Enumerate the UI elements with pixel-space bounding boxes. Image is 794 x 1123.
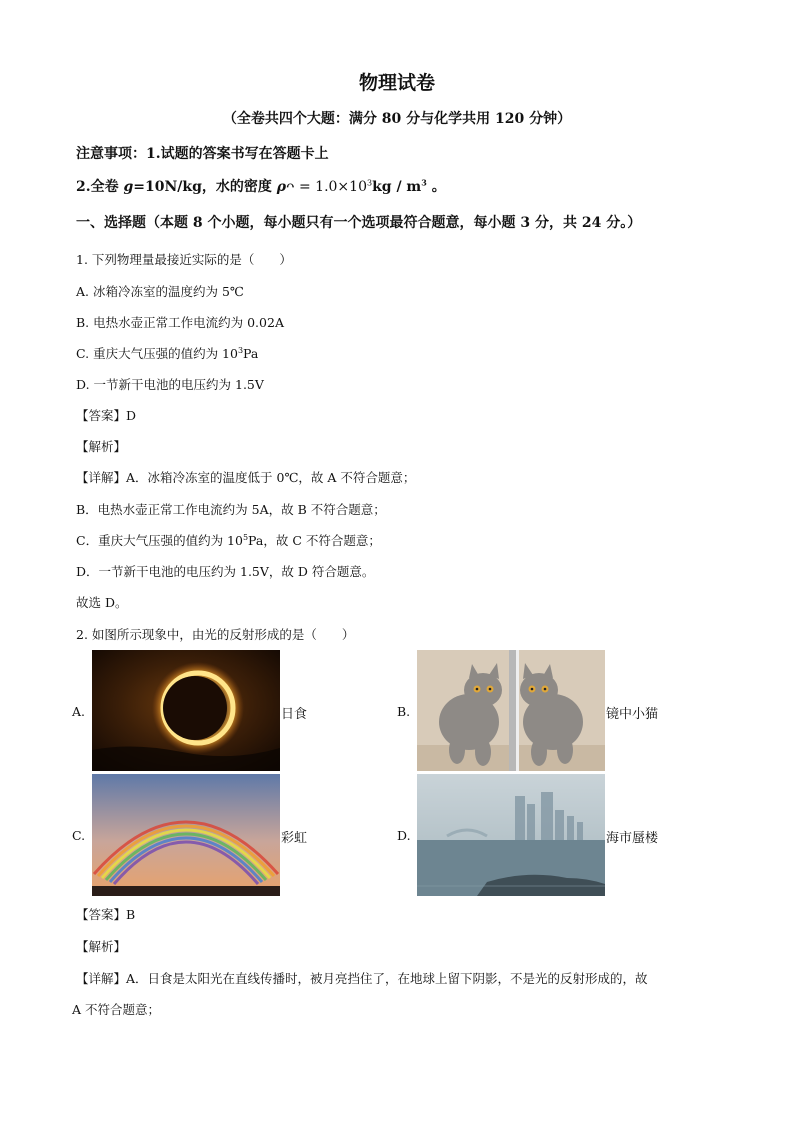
q1-answer: 【答案】D bbox=[76, 408, 137, 423]
q2-option-b-letter: B. bbox=[397, 704, 411, 719]
q2-answer: 【答案】B bbox=[76, 907, 136, 922]
mirage-image bbox=[417, 774, 605, 896]
q1-option-a: A. 冰箱冷冻室的温度约为 5℃ bbox=[76, 284, 244, 299]
cat-mirror-image bbox=[417, 650, 605, 771]
exam-subtitle: （全卷共四个大题：满分 80 分与化学共用 120 分钟） bbox=[222, 111, 572, 127]
q1-analysis-label: 【解析】 bbox=[76, 439, 127, 454]
q1-option-c-text: C. 重庆大气压强的值约为 10 bbox=[76, 346, 238, 361]
q1-detail-c-exponent: 5 bbox=[242, 532, 249, 542]
q2-analysis-label: 【解析】 bbox=[76, 939, 127, 954]
q1-detail-b: B．电热水壶正常工作电流约为 5A，故 B 不符合题意； bbox=[76, 502, 386, 517]
notice-line-2-mid: =10N/kg，水的密度 bbox=[133, 179, 277, 195]
q2-option-a-letter: A. bbox=[72, 704, 86, 719]
density-exponent: 3 bbox=[366, 178, 373, 188]
q1-option-d: D. 一节新干电池的电压约为 1.5V bbox=[76, 377, 264, 392]
solar-eclipse-image bbox=[92, 650, 280, 771]
q1-detail-c bbox=[76, 531, 381, 549]
density-unit: kg / m bbox=[372, 179, 422, 195]
density-symbol: ρ bbox=[276, 179, 287, 195]
q2-option-d-letter: D. bbox=[397, 828, 411, 843]
q1-detail-c-rest: Pa，故 C 不符合题意； bbox=[248, 533, 381, 548]
q2-option-b-caption: 镜中小猫 bbox=[606, 707, 659, 722]
density-unit-exponent: 3 bbox=[421, 177, 427, 188]
rainbow-image bbox=[92, 774, 280, 896]
notice-line-2-prefix: 2.全卷 bbox=[76, 179, 124, 195]
gravity-symbol: g bbox=[123, 179, 134, 195]
page-title: 物理试卷 bbox=[358, 72, 435, 94]
notice-line-1: 注意事项：1.试题的答案书写在答题卡上 bbox=[76, 146, 329, 162]
notice-line-2-end: 。 bbox=[426, 179, 446, 195]
q2-stem: 2. 如图所示现象中，由光的反射形成的是（ ） bbox=[76, 627, 355, 642]
q2-detail-a-line-1: 【详解】A．日食是太阳光在直线传播时，被月亮挡住了，在地球上留下阴影，不是光的反射形成的，故 bbox=[76, 971, 648, 986]
q1-option-b: B. 电热水壶正常工作电流约为 0.02A bbox=[76, 315, 284, 330]
q1-option-c bbox=[76, 344, 258, 362]
q1-conclusion: 故选 D。 bbox=[76, 595, 128, 610]
q1-detail-c-text: C．重庆大气压强的值约为 10 bbox=[76, 533, 243, 548]
q1-detail-a: 【详解】A．冰箱冷冻室的温度低于 0℃，故 A 不符合题意； bbox=[76, 470, 416, 485]
notice-line-2 bbox=[76, 176, 446, 196]
q2-option-a-caption: 日食 bbox=[281, 707, 308, 722]
q2-option-d-caption: 海市蜃楼 bbox=[606, 831, 659, 846]
q1-option-c-unit: Pa bbox=[243, 346, 259, 361]
q2-option-c-caption: 彩虹 bbox=[281, 831, 308, 846]
q1-stem: 1. 下列物理量最接近实际的是（ ） bbox=[76, 252, 292, 267]
q2-option-c-letter: C. bbox=[72, 828, 86, 843]
section-1-heading: 一、选择题（本题 8 个小题，每小题只有一个选项最符合题意，每小题 3 分，共 24 分。） bbox=[76, 215, 642, 231]
density-formula: ᴖ = 1.0×10 bbox=[286, 179, 367, 195]
q1-option-c-exponent: 3 bbox=[237, 345, 244, 355]
q1-detail-d: D．一节新干电池的电压约为 1.5V，故 D 符合题意。 bbox=[76, 564, 375, 579]
q2-detail-a-line-2: A 不符合题意； bbox=[72, 1002, 161, 1017]
